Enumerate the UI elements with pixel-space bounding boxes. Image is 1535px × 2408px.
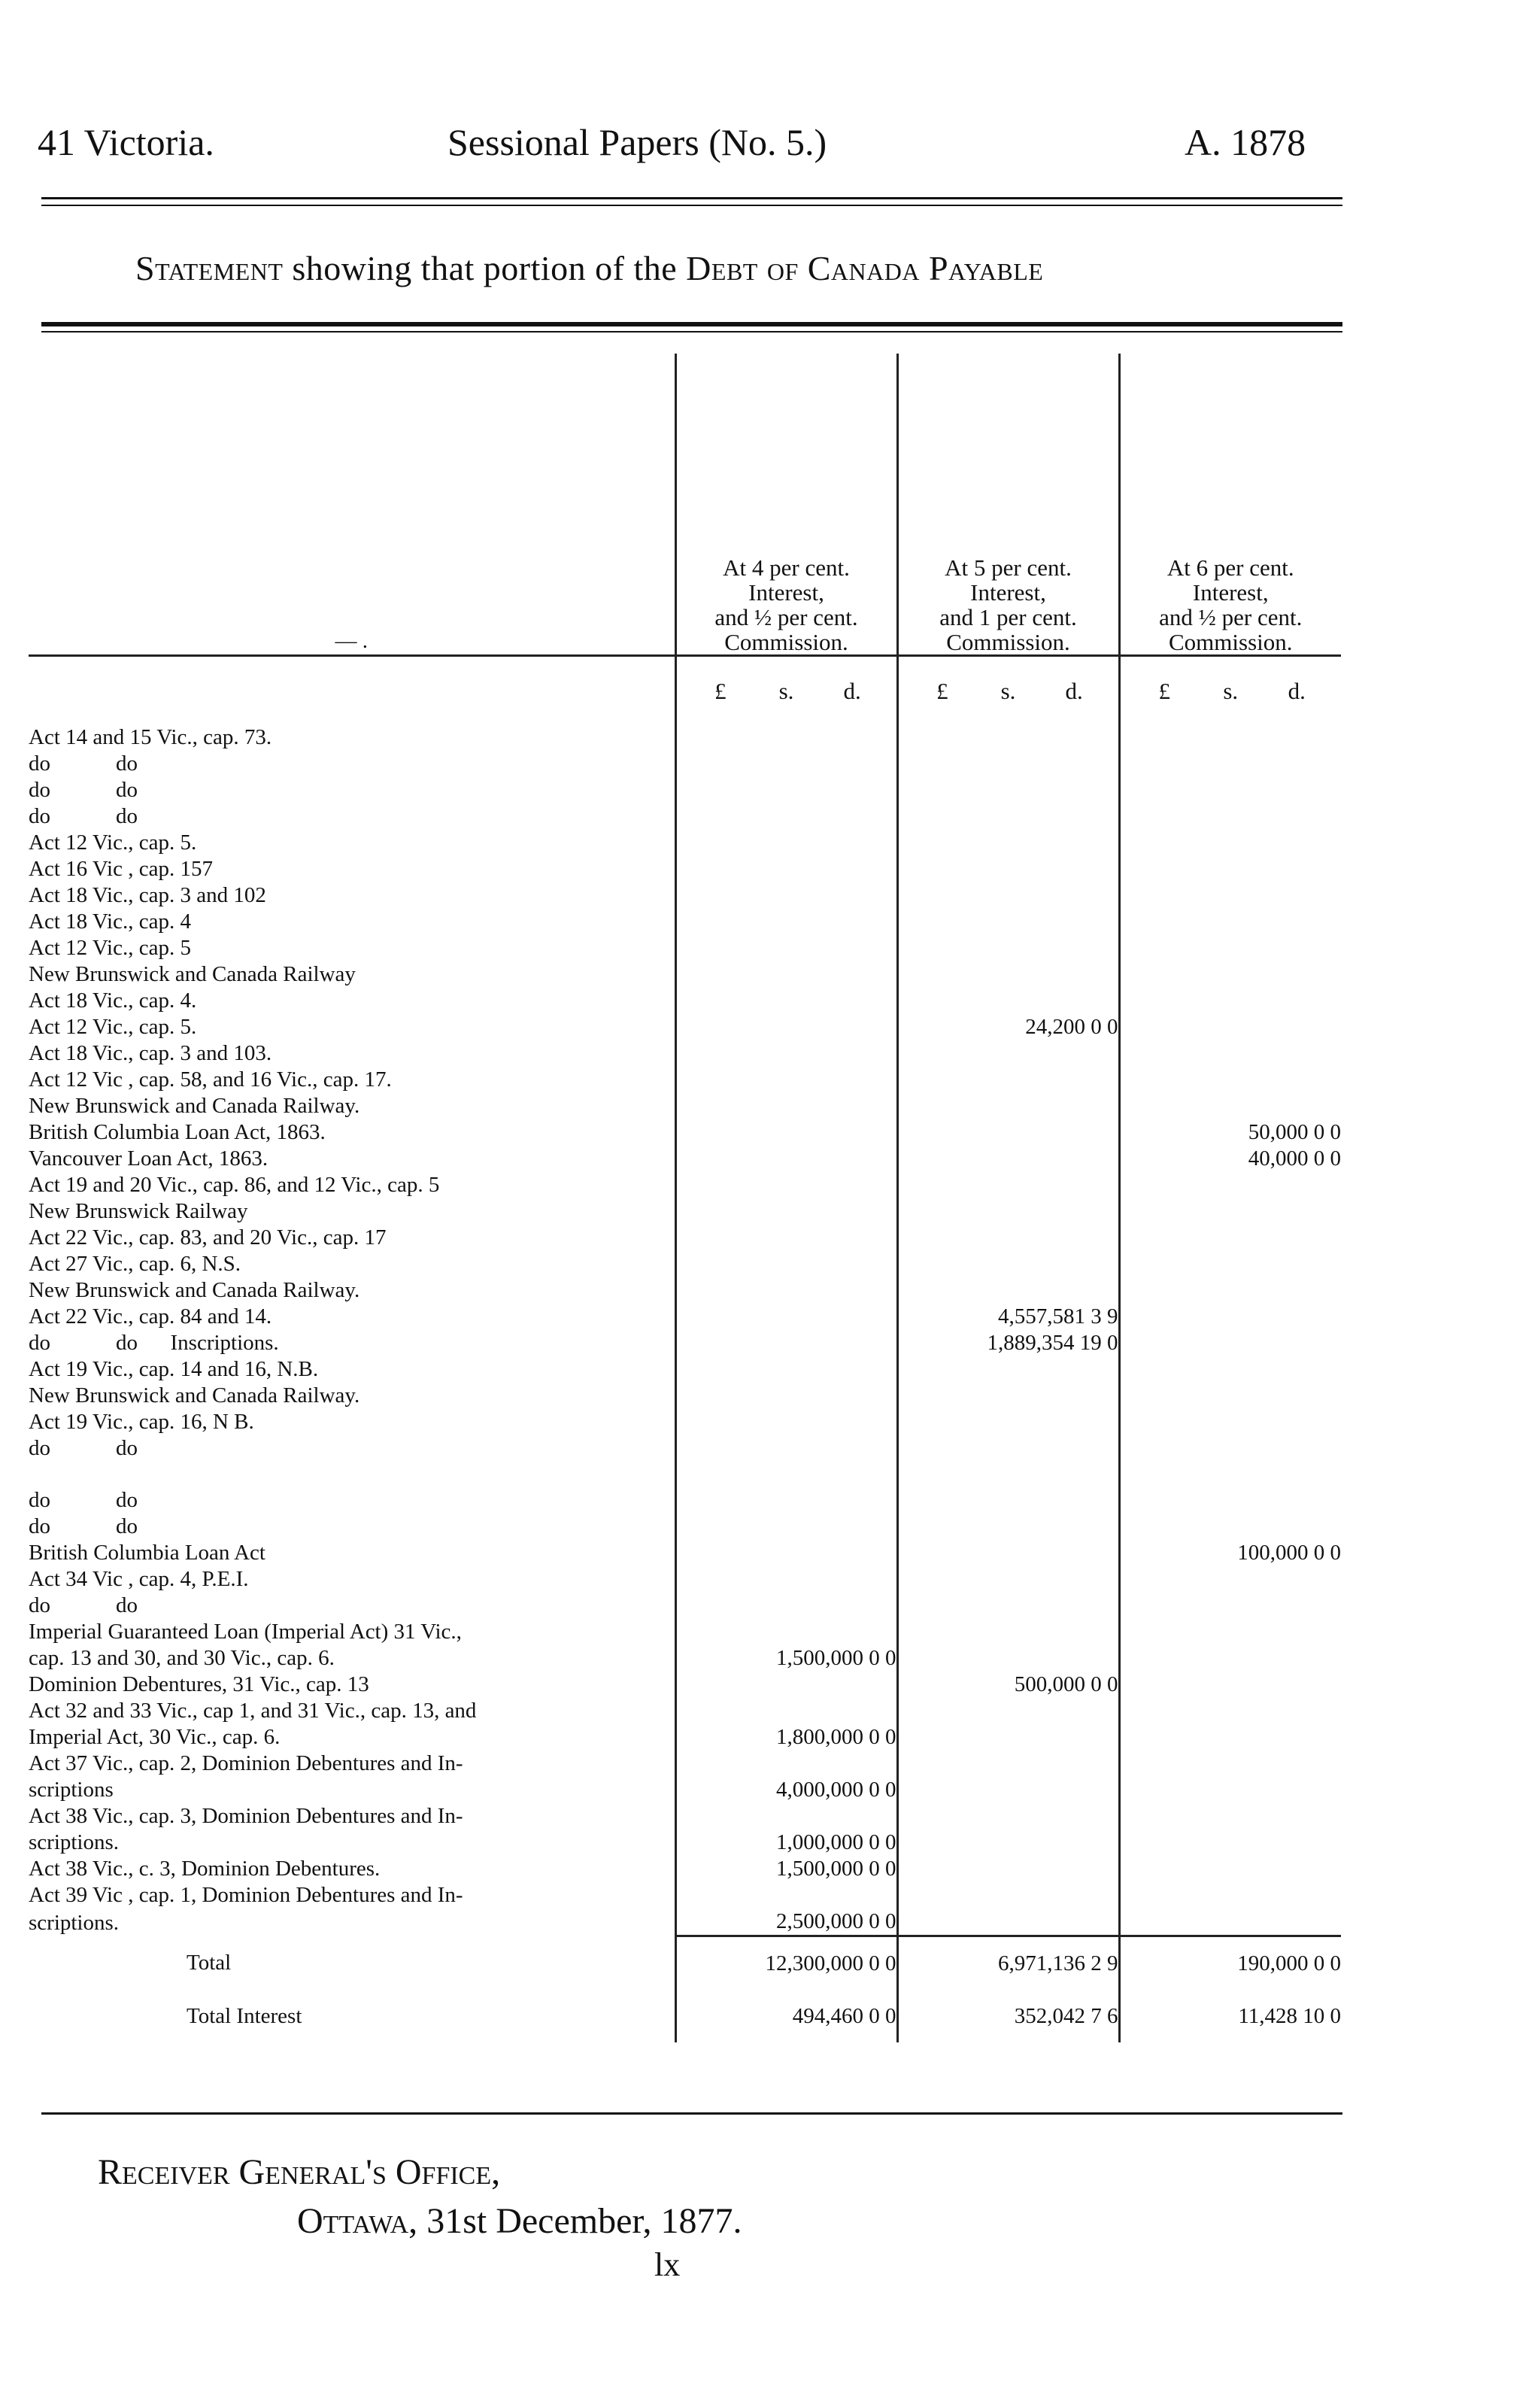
row-amount-5-percent <box>897 1830 1119 1856</box>
total-interest-6-percent: 11,428 10 0 <box>1119 1990 1341 2042</box>
table-row <box>29 830 1341 856</box>
row-description: British Columbia Loan Act <box>29 1541 265 1565</box>
row-amount-5-percent <box>897 1277 1119 1304</box>
table-row <box>29 1435 1341 1462</box>
row-description: Act 19 and 20 Vic., cap. 86, and 12 Vic., cap. 5 <box>29 1173 440 1197</box>
row-amount-6-percent <box>1119 1645 1341 1672</box>
row-description: Act 18 Vic., cap. 3 and 102 <box>29 883 266 907</box>
row-amount-6-percent <box>1119 1724 1341 1751</box>
table-row <box>29 1908 1341 1936</box>
row-amount-4-percent <box>675 1093 897 1119</box>
row-amount-5-percent <box>897 1119 1119 1146</box>
title-rule-thin <box>41 331 1342 333</box>
row-description: do do <box>29 1514 138 1538</box>
title-statement: Statement <box>135 249 284 287</box>
unit-shilling: s. <box>1000 677 1016 704</box>
statement-title <box>135 248 1043 288</box>
running-head-left: 41 Victoria. <box>38 121 214 163</box>
row-amount-6-percent <box>1119 961 1341 988</box>
row-amount-4-percent: 1,800,000 0 0 <box>675 1724 897 1751</box>
signature-date: 31st December, 1877. <box>417 2201 742 2241</box>
table-row <box>29 1619 1341 1645</box>
row-amount-4-percent <box>675 1698 897 1724</box>
title-middle: showing that portion of the <box>283 249 687 287</box>
unit-shilling: s. <box>1223 677 1239 704</box>
row-amount-6-percent <box>1119 724 1341 751</box>
row-description: Act 38 Vic., cap. 3, Dominion Debentures and In- <box>29 1804 463 1828</box>
row-amount-6-percent <box>1119 803 1341 830</box>
table-row <box>29 1356 1341 1383</box>
table-row <box>29 1724 1341 1751</box>
row-description: scriptions. <box>29 1910 120 1935</box>
row-amount-4-percent <box>675 1198 897 1225</box>
row-description: do do <box>29 1488 138 1512</box>
row-amount-4-percent <box>675 1409 897 1435</box>
row-amount-5-percent: 1,889,354 19 0 <box>897 1330 1119 1356</box>
table-row <box>29 1803 1341 1830</box>
unit-pound: £ <box>714 677 727 704</box>
row-description: Act 18 Vic., cap. 4. <box>29 988 197 1013</box>
row-amount-5-percent: 24,200 0 0 <box>897 1014 1119 1040</box>
row-amount-5-percent <box>897 1514 1119 1540</box>
table-row <box>29 751 1341 777</box>
row-amount-6-percent <box>1119 1014 1341 1040</box>
table-row <box>29 724 1341 751</box>
row-amount-4-percent <box>675 1304 897 1330</box>
table-row <box>29 988 1341 1014</box>
row-amount-6-percent <box>1119 1435 1341 1462</box>
row-description: do do <box>29 1593 138 1617</box>
row-amount-5-percent <box>897 1619 1119 1645</box>
col5-line2: Interest, <box>970 579 1046 606</box>
row-description: Vancouver Loan Act, 1863. <box>29 1146 268 1171</box>
column-head-4-percent <box>675 354 897 656</box>
row-description: New Brunswick and Canada Railway. <box>29 1094 360 1118</box>
signature-city: Ottawa, <box>297 2201 418 2241</box>
row-amount-5-percent <box>897 1882 1119 1908</box>
col5-line1: At 5 per cent. <box>945 554 1072 581</box>
debt-table <box>29 354 1341 2042</box>
row-amount-6-percent <box>1119 882 1341 909</box>
row-amount-4-percent <box>675 961 897 988</box>
table-row <box>29 1566 1341 1593</box>
total-interest-4-percent: 494,460 0 0 <box>675 1990 897 2042</box>
units-col5 <box>897 656 1119 725</box>
row-amount-6-percent <box>1119 1908 1341 1936</box>
row-amount-6-percent <box>1119 1304 1341 1330</box>
units-col4 <box>675 656 897 725</box>
row-amount-5-percent <box>897 961 1119 988</box>
row-amount-6-percent <box>1119 1487 1341 1514</box>
total-interest-5-percent: 352,042 7 6 <box>897 1990 1119 2042</box>
table-row <box>29 909 1341 935</box>
row-amount-4-percent <box>675 1172 897 1198</box>
row-amount-6-percent <box>1119 1751 1341 1777</box>
row-amount-6-percent <box>1119 1225 1341 1251</box>
table-row <box>29 1014 1341 1040</box>
row-description: New Brunswick and Canada Railway. <box>29 1383 360 1407</box>
row-amount-4-percent: 4,000,000 0 0 <box>675 1777 897 1803</box>
row-description: do do <box>29 1436 138 1460</box>
row-amount-5-percent <box>897 1908 1119 1936</box>
row-amount-5-percent <box>897 777 1119 803</box>
unit-pound: £ <box>936 677 948 704</box>
unit-pence: d. <box>843 677 861 704</box>
row-amount-4-percent <box>675 935 897 961</box>
row-amount-5-percent <box>897 1093 1119 1119</box>
row-description: do do <box>29 752 138 776</box>
row-amount-6-percent <box>1119 909 1341 935</box>
row-amount-5-percent <box>897 988 1119 1014</box>
table-row <box>29 1514 1341 1540</box>
table-row <box>29 1672 1341 1698</box>
row-amount-6-percent <box>1119 1040 1341 1067</box>
row-description: Act 19 Vic., cap. 14 and 16, N.B. <box>29 1357 319 1381</box>
row-amount-6-percent <box>1119 1093 1341 1119</box>
col6-line2: Interest, <box>1192 579 1269 606</box>
units-col6 <box>1119 656 1341 725</box>
row-amount-5-percent <box>897 1409 1119 1435</box>
column-head-5-percent <box>897 354 1119 656</box>
col5-line3: and 1 per cent. <box>939 604 1077 630</box>
total-interest-row <box>29 1990 1341 2042</box>
table-row <box>29 1040 1341 1067</box>
header-rule <box>41 197 1342 199</box>
unit-pence: d. <box>1065 677 1083 704</box>
row-amount-5-percent: 4,557,581 3 9 <box>897 1304 1119 1330</box>
table-row <box>29 1409 1341 1435</box>
row-amount-6-percent <box>1119 1803 1341 1830</box>
row-amount-5-percent <box>897 1777 1119 1803</box>
row-amount-5-percent <box>897 1724 1119 1751</box>
row-amount-6-percent <box>1119 1067 1341 1093</box>
row-amount-4-percent <box>675 1593 897 1619</box>
footer-rule <box>41 2112 1342 2115</box>
total-row <box>29 1936 1341 1990</box>
table-row <box>29 1540 1341 1566</box>
row-description: Act 14 and 15 Vic., cap. 73. <box>29 725 272 749</box>
col4-line1: At 4 per cent. <box>723 554 850 581</box>
row-amount-5-percent <box>897 882 1119 909</box>
row-amount-5-percent <box>897 1856 1119 1882</box>
row-amount-4-percent <box>675 1383 897 1409</box>
row-amount-5-percent <box>897 724 1119 751</box>
total-4-percent: 12,300,000 0 0 <box>675 1936 897 1990</box>
row-amount-5-percent <box>897 1751 1119 1777</box>
row-amount-4-percent <box>675 882 897 909</box>
row-description: scriptions. <box>29 1830 120 1854</box>
table-row <box>29 856 1341 882</box>
table-row <box>29 1882 1341 1908</box>
col6-line3: and ½ per cent. <box>1159 604 1303 630</box>
row-amount-6-percent <box>1119 1619 1341 1645</box>
col4-line3: and ½ per cent. <box>714 604 858 630</box>
row-description: Act 16 Vic , cap. 157 <box>29 857 213 881</box>
row-amount-4-percent <box>675 777 897 803</box>
table-row <box>29 882 1341 909</box>
row-amount-5-percent <box>897 1225 1119 1251</box>
row-amount-5-percent <box>897 1540 1119 1566</box>
row-amount-5-percent <box>897 1645 1119 1672</box>
row-amount-4-percent <box>675 751 897 777</box>
blank-column-head: — . <box>29 354 675 656</box>
row-description: Act 22 Vic., cap. 84 and 14. <box>29 1304 272 1328</box>
table-row <box>29 1067 1341 1093</box>
table-row <box>29 961 1341 988</box>
col6-line1: At 6 per cent. <box>1166 554 1294 581</box>
table-row <box>29 1777 1341 1803</box>
row-amount-5-percent <box>897 1566 1119 1593</box>
row-amount-5-percent <box>897 1198 1119 1225</box>
row-amount-5-percent <box>897 856 1119 882</box>
row-amount-4-percent <box>675 1540 897 1566</box>
row-amount-4-percent <box>675 1040 897 1067</box>
table-row <box>29 803 1341 830</box>
col5-line4: Commission. <box>946 629 1070 655</box>
row-description: Imperial Guaranteed Loan (Imperial Act) 31 Vic., <box>29 1620 462 1644</box>
row-description: Imperial Act, 30 Vic., cap. 6. <box>29 1725 281 1749</box>
row-amount-6-percent <box>1119 1251 1341 1277</box>
row-description: do do <box>29 804 138 828</box>
row-amount-5-percent <box>897 909 1119 935</box>
row-description: Act 22 Vic., cap. 83, and 20 Vic., cap. 17 <box>29 1225 387 1250</box>
row-amount-5-percent <box>897 1067 1119 1093</box>
title-rule-thick <box>41 322 1342 326</box>
row-amount-6-percent <box>1119 856 1341 882</box>
total-6-percent: 190,000 0 0 <box>1119 1936 1341 1990</box>
row-amount-5-percent <box>897 751 1119 777</box>
row-description: Act 27 Vic., cap. 6, N.S. <box>29 1252 241 1276</box>
row-amount-4-percent: 1,500,000 0 0 <box>675 1856 897 1882</box>
row-amount-5-percent <box>897 1383 1119 1409</box>
table-row <box>29 1198 1341 1225</box>
col4-line2: Interest, <box>748 579 824 606</box>
row-amount-4-percent: 1,500,000 0 0 <box>675 1645 897 1672</box>
row-amount-4-percent <box>675 1619 897 1645</box>
row-amount-4-percent <box>675 1146 897 1172</box>
row-description: do do <box>29 778 138 802</box>
table-row <box>29 1487 1341 1514</box>
row-amount-5-percent <box>897 1251 1119 1277</box>
row-amount-6-percent <box>1119 1277 1341 1304</box>
row-amount-6-percent <box>1119 1383 1341 1409</box>
row-amount-6-percent <box>1119 1330 1341 1356</box>
signature-office: Receiver General's Office, <box>98 2152 501 2192</box>
row-amount-4-percent <box>675 1751 897 1777</box>
row-amount-6-percent <box>1119 777 1341 803</box>
table-row <box>29 1251 1341 1277</box>
row-amount-6-percent: 40,000 0 0 <box>1119 1146 1341 1172</box>
row-description: Act 18 Vic., cap. 4 <box>29 909 191 934</box>
row-amount-5-percent <box>897 1040 1119 1067</box>
row-amount-4-percent <box>675 1119 897 1146</box>
total-label: Total <box>187 1950 232 1975</box>
table-row <box>29 1277 1341 1304</box>
table-row <box>29 1698 1341 1724</box>
table-row <box>29 1645 1341 1672</box>
row-amount-4-percent <box>675 1014 897 1040</box>
total-interest-label: Total Interest <box>187 2003 302 2028</box>
row-amount-4-percent <box>675 1277 897 1304</box>
row-amount-4-percent <box>675 1356 897 1383</box>
col4-line4: Commission. <box>724 629 848 655</box>
col6-line4: Commission. <box>1168 629 1293 655</box>
row-description: Act 12 Vic., cap. 5. <box>29 1015 197 1039</box>
row-amount-6-percent <box>1119 1172 1341 1198</box>
signature-place-date <box>297 2200 742 2242</box>
row-amount-6-percent <box>1119 1409 1341 1435</box>
row-description: do do Inscriptions. <box>29 1331 279 1355</box>
title-debt: Debt of Canada Payable <box>686 249 1044 287</box>
table-row <box>29 1119 1341 1146</box>
row-description: Act 12 Vic., cap. 5 <box>29 936 191 960</box>
row-amount-4-percent <box>675 1514 897 1540</box>
row-amount-5-percent <box>897 935 1119 961</box>
table-row <box>29 1304 1341 1330</box>
row-amount-6-percent <box>1119 988 1341 1014</box>
row-amount-5-percent <box>897 1435 1119 1462</box>
row-amount-5-percent <box>897 803 1119 830</box>
row-amount-4-percent <box>675 909 897 935</box>
row-amount-6-percent <box>1119 751 1341 777</box>
table-row <box>29 1093 1341 1119</box>
table-row <box>29 935 1341 961</box>
row-amount-4-percent <box>675 1882 897 1908</box>
table-row <box>29 1146 1341 1172</box>
row-amount-4-percent <box>675 1067 897 1093</box>
row-amount-4-percent <box>675 1225 897 1251</box>
row-amount-4-percent <box>675 1566 897 1593</box>
row-amount-6-percent: 100,000 0 0 <box>1119 1540 1341 1566</box>
row-amount-6-percent: 50,000 0 0 <box>1119 1119 1341 1146</box>
row-amount-4-percent <box>675 988 897 1014</box>
row-amount-6-percent <box>1119 1672 1341 1698</box>
row-amount-6-percent <box>1119 830 1341 856</box>
row-amount-6-percent <box>1119 1566 1341 1593</box>
table-row <box>29 777 1341 803</box>
row-amount-5-percent <box>897 1356 1119 1383</box>
row-description: Act 12 Vic., cap. 5. <box>29 831 197 855</box>
table-row <box>29 1593 1341 1619</box>
table-row <box>29 1383 1341 1409</box>
page-folio: lx <box>654 2246 681 2283</box>
running-head-right: A. 1878 <box>1185 121 1306 163</box>
total-5-percent: 6,971,136 2 9 <box>897 1936 1119 1990</box>
row-amount-6-percent <box>1119 1198 1341 1225</box>
table-row <box>29 1330 1341 1356</box>
table-row <box>29 1751 1341 1777</box>
row-amount-6-percent <box>1119 1882 1341 1908</box>
row-amount-6-percent <box>1119 1830 1341 1856</box>
row-amount-4-percent <box>675 1487 897 1514</box>
row-amount-6-percent <box>1119 1514 1341 1540</box>
row-description: cap. 13 and 30, and 30 Vic., cap. 6. <box>29 1646 335 1670</box>
row-amount-4-percent: 2,500,000 0 0 <box>675 1908 897 1936</box>
row-amount-5-percent <box>897 1487 1119 1514</box>
row-amount-5-percent <box>897 1803 1119 1830</box>
row-amount-5-percent <box>897 1593 1119 1619</box>
row-description: Act 32 and 33 Vic., cap 1, and 31 Vic., cap. 13, and <box>29 1699 477 1723</box>
row-description: Act 12 Vic , cap. 58, and 16 Vic., cap. 17. <box>29 1067 392 1092</box>
row-amount-4-percent <box>675 1803 897 1830</box>
unit-pound: £ <box>1158 677 1170 704</box>
unit-shilling: s. <box>778 677 794 704</box>
row-amount-4-percent <box>675 856 897 882</box>
row-description: Act 37 Vic., cap. 2, Dominion Debentures and In- <box>29 1751 463 1775</box>
row-amount-6-percent <box>1119 1593 1341 1619</box>
row-description: New Brunswick and Canada Railway <box>29 962 356 986</box>
row-description: Act 19 Vic., cap. 16, N B. <box>29 1410 254 1434</box>
row-amount-4-percent: 1,000,000 0 0 <box>675 1830 897 1856</box>
row-amount-4-percent <box>675 724 897 751</box>
row-amount-5-percent: 500,000 0 0 <box>897 1672 1119 1698</box>
header-rule-thin <box>41 205 1342 206</box>
row-amount-5-percent <box>897 830 1119 856</box>
row-amount-6-percent <box>1119 1356 1341 1383</box>
row-amount-4-percent <box>675 1330 897 1356</box>
row-amount-6-percent <box>1119 1777 1341 1803</box>
row-description: scriptions <box>29 1778 114 1802</box>
row-description: Act 38 Vic., c. 3, Dominion Debentures. <box>29 1857 381 1881</box>
table-row <box>29 1172 1341 1198</box>
row-amount-4-percent <box>675 1435 897 1462</box>
row-description: Dominion Debentures, 31 Vic., cap. 13 <box>29 1672 369 1696</box>
table-row <box>29 1830 1341 1856</box>
table-row <box>29 1225 1341 1251</box>
row-description: Act 39 Vic , cap. 1, Dominion Debentures and In- <box>29 1883 463 1907</box>
row-amount-4-percent <box>675 830 897 856</box>
row-amount-6-percent <box>1119 1856 1341 1882</box>
row-description: Act 34 Vic , cap. 4, P.E.I. <box>29 1567 249 1591</box>
row-amount-6-percent <box>1119 935 1341 961</box>
table-row <box>29 1856 1341 1882</box>
row-amount-4-percent <box>675 803 897 830</box>
unit-pence: d. <box>1288 677 1306 704</box>
row-description: New Brunswick Railway <box>29 1199 248 1223</box>
row-amount-5-percent <box>897 1146 1119 1172</box>
row-description: Act 18 Vic., cap. 3 and 103. <box>29 1041 272 1065</box>
row-amount-5-percent <box>897 1172 1119 1198</box>
running-head-center: Sessional Papers (No. 5.) <box>447 121 827 163</box>
row-description: British Columbia Loan Act, 1863. <box>29 1120 326 1144</box>
row-description: New Brunswick and Canada Railway. <box>29 1278 360 1302</box>
row-amount-5-percent <box>897 1698 1119 1724</box>
column-head-6-percent <box>1119 354 1341 656</box>
row-amount-4-percent <box>675 1672 897 1698</box>
row-amount-4-percent <box>675 1251 897 1277</box>
row-amount-6-percent <box>1119 1698 1341 1724</box>
